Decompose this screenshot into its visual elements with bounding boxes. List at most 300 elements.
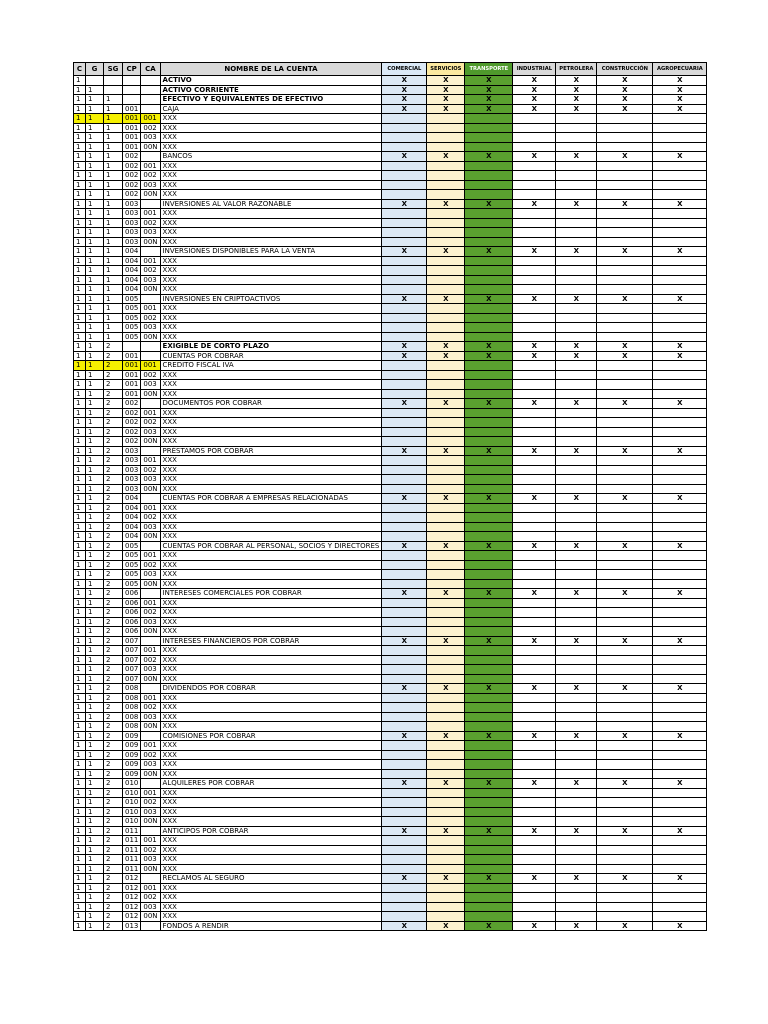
code-ca-cell: 003 [141,380,160,390]
account-name-cell: XXX [160,285,382,295]
code-sg-cell: 2 [104,627,123,637]
table-row [74,674,707,684]
code-g-cell: 1 [86,836,104,846]
code-cp-cell: 001 [123,389,141,399]
code-sg-cell: 2 [104,408,123,418]
table-row [74,380,707,390]
code-cp-cell: 007 [123,674,141,684]
table-row [74,465,707,475]
industry-mark-cell: X [597,731,653,741]
industry-mark-cell: X [382,779,427,789]
industry-mark-cell: X [653,589,707,599]
col-header-agropecuaria: AGROPECUARIA [653,63,707,76]
industry-mark-cell: X [465,494,513,504]
code-sg-cell: 2 [104,446,123,456]
industry-mark-cell [465,503,513,513]
account-name-cell: XXX [160,142,382,152]
industry-mark-cell: X [653,152,707,162]
industry-mark-cell [513,883,556,893]
code-c-cell: 1 [74,798,86,808]
industry-mark-cell [382,513,427,523]
industry-mark-cell [382,437,427,447]
industry-mark-cell [465,475,513,485]
industry-mark-cell [597,161,653,171]
code-ca-cell [141,921,160,931]
code-ca-cell: 00N [141,864,160,874]
industry-mark-cell [427,788,465,798]
code-cp-cell: 007 [123,646,141,656]
industry-mark-cell [382,864,427,874]
industry-mark-cell [427,323,465,333]
industry-mark-cell [597,560,653,570]
code-c-cell: 1 [74,180,86,190]
industry-mark-cell [427,456,465,466]
account-name-cell: XXX [160,912,382,922]
industry-mark-cell [465,180,513,190]
industry-mark-cell [513,513,556,523]
account-name-cell: INVERSIONES AL VALOR RAZONABLE [160,199,382,209]
industry-mark-cell [597,646,653,656]
code-ca-cell [141,731,160,741]
industry-mark-cell: X [513,76,556,86]
code-g-cell: 1 [86,541,104,551]
industry-mark-cell [653,551,707,561]
account-name-cell: XXX [160,598,382,608]
col-header-g: G [86,63,104,76]
code-c-cell: 1 [74,636,86,646]
industry-mark-cell [382,769,427,779]
industry-mark-cell [427,532,465,542]
industry-mark-cell [513,389,556,399]
industry-mark-cell [465,522,513,532]
industry-mark-cell: X [382,95,427,105]
industry-mark-cell [465,807,513,817]
code-g-cell: 1 [86,532,104,542]
industry-mark-cell: X [597,104,653,114]
industry-mark-cell: X [465,351,513,361]
industry-mark-cell [427,883,465,893]
code-ca-cell: 00N [141,142,160,152]
industry-mark-cell [653,437,707,447]
industry-mark-cell [382,209,427,219]
code-g-cell: 1 [86,522,104,532]
code-sg-cell: 2 [104,361,123,371]
industry-mark-cell [427,313,465,323]
industry-mark-cell [556,883,597,893]
industry-mark-cell [382,788,427,798]
code-cp-cell: 011 [123,864,141,874]
industry-mark-cell: X [513,351,556,361]
table-row [74,722,707,732]
industry-mark-cell [556,114,597,124]
industry-mark-cell [427,893,465,903]
code-sg-cell: 2 [104,788,123,798]
industry-mark-cell: X [653,731,707,741]
industry-mark-cell [597,465,653,475]
industry-mark-cell [513,161,556,171]
industry-mark-cell [653,171,707,181]
table-row [74,161,707,171]
code-cp-cell: 003 [123,228,141,238]
code-cp-cell: 003 [123,237,141,247]
code-ca-cell: 002 [141,703,160,713]
table-row [74,864,707,874]
code-cp-cell: 012 [123,893,141,903]
code-c-cell: 1 [74,883,86,893]
industry-mark-cell [382,807,427,817]
code-cp-cell: 004 [123,256,141,266]
code-g-cell: 1 [86,779,104,789]
table-row [74,845,707,855]
industry-mark-cell [465,579,513,589]
industry-mark-cell: X [513,636,556,646]
industry-mark-cell [653,883,707,893]
account-name-cell: XXX [160,769,382,779]
table-row [74,570,707,580]
table-row [74,294,707,304]
industry-mark-cell: X [597,95,653,105]
code-cp-cell: 004 [123,285,141,295]
code-c-cell: 1 [74,85,86,95]
industry-mark-cell [382,503,427,513]
code-cp-cell: 011 [123,836,141,846]
code-cp-cell: 005 [123,541,141,551]
code-ca-cell [141,342,160,352]
industry-mark-cell [653,769,707,779]
industry-mark-cell [513,608,556,618]
code-g-cell: 1 [86,437,104,447]
industry-mark-cell: X [653,76,707,86]
table-row [74,617,707,627]
account-name-cell: XXX [160,902,382,912]
code-c-cell: 1 [74,123,86,133]
code-g-cell: 1 [86,351,104,361]
code-sg-cell: 2 [104,912,123,922]
code-ca-cell: 001 [141,503,160,513]
code-sg-cell: 2 [104,655,123,665]
industry-mark-cell [556,408,597,418]
code-ca-cell [141,199,160,209]
industry-mark-cell [597,703,653,713]
industry-mark-cell [382,703,427,713]
industry-mark-cell [597,323,653,333]
industry-mark-cell [556,313,597,323]
account-name-cell: XXX [160,560,382,570]
industry-mark-cell [382,560,427,570]
table-row [74,560,707,570]
industry-mark-cell: X [556,104,597,114]
account-name-cell: EXIGIBLE DE CORTO PLAZO [160,342,382,352]
table-row [74,665,707,675]
industry-mark-cell [597,437,653,447]
code-sg-cell: 1 [104,95,123,105]
industry-mark-cell: X [597,294,653,304]
account-name-cell: CUENTAS POR COBRAR AL PERSONAL, SOCIOS Y DIRECTORES [160,541,382,551]
industry-mark-cell [653,142,707,152]
industry-mark-cell: X [427,294,465,304]
industry-mark-cell [556,465,597,475]
industry-mark-cell: X [382,152,427,162]
code-g-cell: 1 [86,275,104,285]
table-row [74,513,707,523]
code-c-cell: 1 [74,693,86,703]
code-c-cell: 1 [74,399,86,409]
code-ca-cell: 003 [141,665,160,675]
code-cp-cell: 003 [123,465,141,475]
industry-mark-cell [653,209,707,219]
industry-mark-cell [556,389,597,399]
industry-mark-cell: X [382,247,427,257]
code-sg-cell: 2 [104,798,123,808]
industry-mark-cell: X [427,446,465,456]
code-sg-cell: 2 [104,741,123,751]
industry-mark-cell [597,142,653,152]
code-cp-cell: 012 [123,883,141,893]
industry-mark-cell [427,845,465,855]
industry-mark-cell [597,370,653,380]
industry-mark-cell [556,750,597,760]
industry-mark-cell [382,190,427,200]
industry-mark-cell: X [513,731,556,741]
code-cp-cell: 011 [123,845,141,855]
table-row [74,921,707,931]
industry-mark-cell [653,380,707,390]
industry-mark-cell [513,646,556,656]
code-sg-cell: 1 [104,247,123,257]
code-ca-cell: 002 [141,750,160,760]
table-row [74,275,707,285]
industry-mark-cell [653,408,707,418]
code-g-cell: 1 [86,256,104,266]
industry-mark-cell [597,798,653,808]
code-cp-cell: 005 [123,332,141,342]
industry-mark-cell: X [597,199,653,209]
industry-mark-cell: X [556,921,597,931]
code-cp-cell: 004 [123,503,141,513]
industry-mark-cell [653,712,707,722]
table-row [74,370,707,380]
industry-mark-cell [465,304,513,314]
industry-mark-cell: X [653,199,707,209]
code-g-cell: 1 [86,874,104,884]
industry-mark-cell [382,389,427,399]
industry-mark-cell [513,237,556,247]
industry-mark-cell [382,627,427,637]
industry-mark-cell [513,845,556,855]
code-ca-cell: 00N [141,285,160,295]
industry-mark-cell [556,142,597,152]
code-sg-cell: 2 [104,826,123,836]
industry-mark-cell [597,570,653,580]
code-cp-cell: 003 [123,446,141,456]
industry-mark-cell: X [597,636,653,646]
industry-mark-cell [556,617,597,627]
industry-mark-cell [556,693,597,703]
industry-mark-cell: X [513,152,556,162]
industry-mark-cell [427,171,465,181]
industry-mark-cell [556,323,597,333]
industry-mark-cell [465,627,513,637]
industry-mark-cell [556,579,597,589]
table-row [74,760,707,770]
code-g-cell: 1 [86,817,104,827]
industry-mark-cell [597,712,653,722]
code-g-cell: 1 [86,342,104,352]
industry-mark-cell [653,465,707,475]
industry-mark-cell [556,760,597,770]
industry-mark-cell [427,722,465,732]
industry-mark-cell [513,209,556,219]
table-row [74,551,707,561]
industry-mark-cell [427,228,465,238]
code-cp-cell: 007 [123,655,141,665]
industry-mark-cell [653,893,707,903]
industry-mark-cell [597,769,653,779]
industry-mark-cell [465,389,513,399]
code-sg-cell: 2 [104,893,123,903]
code-g-cell: 1 [86,446,104,456]
code-cp-cell: 013 [123,921,141,931]
table-row [74,741,707,751]
industry-mark-cell [556,418,597,428]
code-ca-cell: 002 [141,893,160,903]
code-ca-cell: 003 [141,180,160,190]
code-c-cell: 1 [74,114,86,124]
industry-mark-cell [427,484,465,494]
industry-mark-cell [653,228,707,238]
code-ca-cell: 001 [141,361,160,371]
industry-mark-cell: X [427,247,465,257]
code-g-cell: 1 [86,513,104,523]
industry-mark-cell [597,171,653,181]
account-name-cell: XXX [160,513,382,523]
industry-mark-cell: X [427,76,465,86]
industry-mark-cell: X [427,636,465,646]
industry-mark-cell [597,883,653,893]
code-sg-cell: 2 [104,807,123,817]
code-g-cell: 1 [86,693,104,703]
industry-mark-cell [597,807,653,817]
industry-mark-cell [513,427,556,437]
code-sg-cell: 1 [104,323,123,333]
code-ca-cell: 00N [141,627,160,637]
code-sg-cell: 2 [104,418,123,428]
industry-mark-cell [465,864,513,874]
industry-mark-cell [556,209,597,219]
code-g-cell: 1 [86,408,104,418]
code-sg-cell: 2 [104,437,123,447]
industry-mark-cell [597,665,653,675]
industry-mark-cell [382,285,427,295]
industry-mark-cell [465,133,513,143]
industry-mark-cell [556,703,597,713]
industry-mark-cell [513,864,556,874]
code-cp-cell: 008 [123,693,141,703]
industry-mark-cell [653,617,707,627]
industry-mark-cell: X [382,826,427,836]
industry-mark-cell [597,503,653,513]
account-name-cell: XXX [160,570,382,580]
industry-mark-cell: X [382,494,427,504]
industry-mark-cell [597,741,653,751]
code-cp-cell: 009 [123,731,141,741]
industry-mark-cell [556,503,597,513]
code-c-cell: 1 [74,294,86,304]
industry-mark-cell: X [382,874,427,884]
table-row [74,826,707,836]
industry-mark-cell: X [465,342,513,352]
code-cp-cell: 003 [123,484,141,494]
industry-mark-cell [556,456,597,466]
account-name-cell: INTERESES COMERCIALES POR COBRAR [160,589,382,599]
code-cp-cell: 008 [123,684,141,694]
industry-mark-cell [465,902,513,912]
code-ca-cell: 002 [141,465,160,475]
industry-mark-cell [513,893,556,903]
industry-mark-cell: X [597,494,653,504]
account-name-cell: XXX [160,123,382,133]
account-name-cell: CUENTAS POR COBRAR A EMPRESAS RELACIONADAS [160,494,382,504]
account-name-cell: XXX [160,883,382,893]
industry-mark-cell [382,427,427,437]
industry-mark-cell [513,142,556,152]
industry-mark-cell [465,741,513,751]
industry-mark-cell [653,674,707,684]
table-row [74,85,707,95]
table-row [74,95,707,105]
industry-mark-cell [427,646,465,656]
code-cp-cell: 012 [123,912,141,922]
code-ca-cell: 00N [141,389,160,399]
table-row [74,712,707,722]
industry-mark-cell [653,560,707,570]
code-c-cell: 1 [74,161,86,171]
industry-mark-cell [556,864,597,874]
code-c-cell: 1 [74,465,86,475]
table-row [74,361,707,371]
industry-mark-cell [653,703,707,713]
industry-mark-cell: X [465,199,513,209]
industry-mark-cell [513,655,556,665]
industry-mark-cell [427,902,465,912]
industry-mark-cell: X [382,446,427,456]
industry-mark-cell [513,123,556,133]
code-cp-cell: 004 [123,513,141,523]
industry-mark-cell [465,769,513,779]
industry-mark-cell: X [597,684,653,694]
industry-mark-cell: X [556,779,597,789]
code-c-cell: 1 [74,665,86,675]
code-ca-cell: 003 [141,427,160,437]
industry-mark-cell: X [382,85,427,95]
industry-mark-cell [597,228,653,238]
table-row [74,247,707,257]
account-name-cell: XXX [160,817,382,827]
code-ca-cell: 003 [141,522,160,532]
industry-mark-cell [597,522,653,532]
code-ca-cell: 002 [141,655,160,665]
code-ca-cell [141,247,160,257]
code-g-cell: 1 [86,722,104,732]
code-g-cell: 1 [86,674,104,684]
account-name-cell: CAJA [160,104,382,114]
industry-mark-cell: X [427,494,465,504]
industry-mark-cell [556,380,597,390]
industry-mark-cell: X [382,636,427,646]
industry-mark-cell: X [382,351,427,361]
code-sg-cell: 1 [104,266,123,276]
industry-mark-cell [513,760,556,770]
